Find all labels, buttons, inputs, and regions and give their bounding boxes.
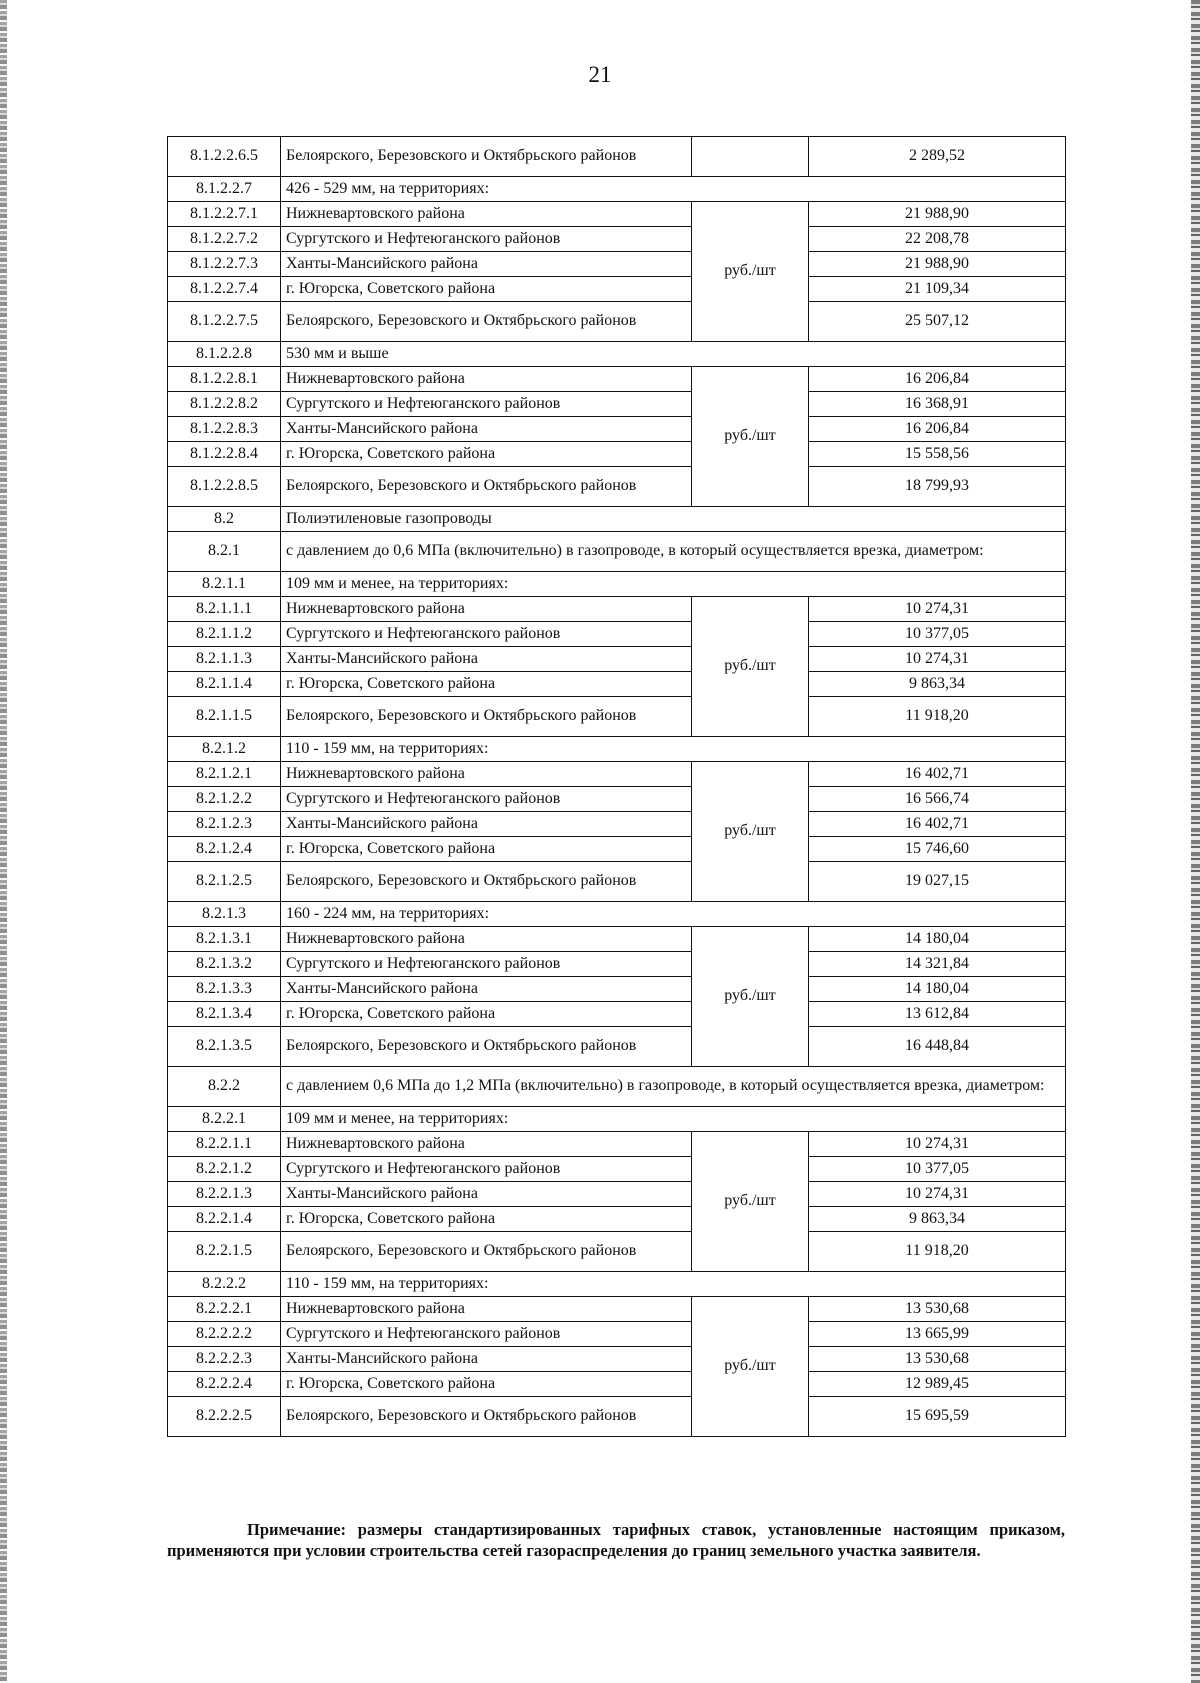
- table-row: [168, 417, 1066, 442]
- row-code: 8.2.2.2.2: [168, 1322, 281, 1347]
- row-unit: [692, 137, 809, 177]
- row-code: 8.2.1.1.2: [168, 622, 281, 647]
- row-value: 10 377,05: [809, 1157, 1066, 1182]
- row-description: г. Югорска, Советского района: [281, 1372, 692, 1397]
- row-code: 8.2.2.1: [168, 1107, 281, 1132]
- table-row: [168, 952, 1066, 977]
- row-description: г. Югорска, Советского района: [281, 837, 692, 862]
- row-value: 16 368,91: [809, 392, 1066, 417]
- row-value: 16 206,84: [809, 367, 1066, 392]
- row-code: 8.2.1.3.2: [168, 952, 281, 977]
- row-code: 8.1.2.2.7.2: [168, 227, 281, 252]
- row-code: 8.2.2: [168, 1067, 281, 1107]
- row-description: Полиэтиленовые газопроводы: [281, 507, 1066, 532]
- row-description: г. Югорска, Советского района: [281, 442, 692, 467]
- row-value: 16 448,84: [809, 1027, 1066, 1067]
- row-code: 8.2.1.2.3: [168, 812, 281, 837]
- row-description: Ханты-Мансийского района: [281, 812, 692, 837]
- section-row: [168, 737, 1066, 762]
- row-description: 160 - 224 мм, на территориях:: [281, 902, 1066, 927]
- row-unit: руб./шт: [692, 927, 809, 1067]
- table-row: [168, 1157, 1066, 1182]
- row-description: Ханты-Мансийского района: [281, 1182, 692, 1207]
- table-row: [168, 442, 1066, 467]
- row-code: 8.1.2.2.7.4: [168, 277, 281, 302]
- row-code: 8.2.2.1.2: [168, 1157, 281, 1182]
- row-description: Нижневартовского района: [281, 1297, 692, 1322]
- row-code: 8.1.2.2.8.5: [168, 467, 281, 507]
- row-code: 8.2.1.2.5: [168, 862, 281, 902]
- row-description: Нижневартовского района: [281, 597, 692, 622]
- row-code: 8.2.1.3.3: [168, 977, 281, 1002]
- section-row: [168, 177, 1066, 202]
- row-description: 426 - 529 мм, на территориях:: [281, 177, 1066, 202]
- table-row: [168, 1207, 1066, 1232]
- row-code: 8.2.2.2.5: [168, 1397, 281, 1437]
- table-row: [168, 762, 1066, 787]
- row-description: Сургутского и Нефтеюганского районов: [281, 1157, 692, 1182]
- row-value: 16 206,84: [809, 417, 1066, 442]
- table-row: [168, 812, 1066, 837]
- row-value: 16 402,71: [809, 812, 1066, 837]
- section-row: [168, 1067, 1066, 1107]
- table-row: [168, 137, 1066, 177]
- row-description: Белоярского, Березовского и Октябрьского районов: [281, 1027, 692, 1067]
- row-description: Ханты-Мансийского района: [281, 647, 692, 672]
- table-row: [168, 302, 1066, 342]
- row-description: Сургутского и Нефтеюганского районов: [281, 622, 692, 647]
- row-value: 9 863,34: [809, 672, 1066, 697]
- table-row: [168, 1002, 1066, 1027]
- row-code: 8.2.1.3.1: [168, 927, 281, 952]
- row-description: г. Югорска, Советского района: [281, 277, 692, 302]
- row-code: 8.2.1.3.4: [168, 1002, 281, 1027]
- row-code: 8.1.2.2.7.3: [168, 252, 281, 277]
- row-description: г. Югорска, Советского района: [281, 1207, 692, 1232]
- row-code: 8.1.2.2.8: [168, 342, 281, 367]
- row-value: 13 612,84: [809, 1002, 1066, 1027]
- section-row: [168, 507, 1066, 532]
- row-unit: руб./шт: [692, 762, 809, 902]
- row-value: 21 988,90: [809, 252, 1066, 277]
- table-row: [168, 862, 1066, 902]
- row-description: г. Югорска, Советского района: [281, 1002, 692, 1027]
- row-code: 8.2.2.1.1: [168, 1132, 281, 1157]
- row-code: 8.2.1.3: [168, 902, 281, 927]
- row-description: Ханты-Мансийского района: [281, 417, 692, 442]
- row-code: 8.2.1: [168, 532, 281, 572]
- row-code: 8.2.2.2.1: [168, 1297, 281, 1322]
- row-description: Белоярского, Березовского и Октябрьского районов: [281, 1397, 692, 1437]
- table-row: [168, 1397, 1066, 1437]
- row-unit: руб./шт: [692, 597, 809, 737]
- row-value: 19 027,15: [809, 862, 1066, 902]
- row-value: 15 746,60: [809, 837, 1066, 862]
- row-description: Нижневартовского района: [281, 1132, 692, 1157]
- row-code: 8.1.2.2.7: [168, 177, 281, 202]
- row-value: 25 507,12: [809, 302, 1066, 342]
- row-code: 8.2.2.1.4: [168, 1207, 281, 1232]
- table-row: [168, 647, 1066, 672]
- table-row: [168, 622, 1066, 647]
- row-description: Нижневартовского района: [281, 762, 692, 787]
- row-code: 8.2.1.1.1: [168, 597, 281, 622]
- row-code: 8.2.1.1.5: [168, 697, 281, 737]
- table-row: [168, 672, 1066, 697]
- table-row: [168, 697, 1066, 737]
- row-value: 15 558,56: [809, 442, 1066, 467]
- section-row: [168, 532, 1066, 572]
- section-row: [168, 902, 1066, 927]
- row-code: 8.2.1.2.4: [168, 837, 281, 862]
- row-description: с давлением 0,6 МПа до 1,2 МПа (включительно) в газопроводе, в который осуществляется врезка, диаметром:: [281, 1067, 1066, 1107]
- footnote-text: Примечание: размеры стандартизированных тарифных ставок, установленные настоящим приказом, применяются при условии строительства сетей газораспределения до границ земельного участка заявителя.: [167, 1520, 1065, 1560]
- row-code: 8.2.1.1.3: [168, 647, 281, 672]
- row-description: Нижневартовского района: [281, 202, 692, 227]
- table-row: [168, 1297, 1066, 1322]
- row-code: 8.2.1.3.5: [168, 1027, 281, 1067]
- row-value: 13 665,99: [809, 1322, 1066, 1347]
- row-code: 8.2.2.1.3: [168, 1182, 281, 1207]
- tariff-table-body: [168, 137, 1066, 1437]
- row-code: 8.2: [168, 507, 281, 532]
- table-row: [168, 927, 1066, 952]
- row-description: с давлением до 0,6 МПа (включительно) в газопроводе, в который осуществляется врезка, диаметром:: [281, 532, 1066, 572]
- row-unit: руб./шт: [692, 1132, 809, 1272]
- row-value: 14 180,04: [809, 927, 1066, 952]
- row-description: 530 мм и выше: [281, 342, 1066, 367]
- row-code: 8.2.2.2.4: [168, 1372, 281, 1397]
- row-description: Сургутского и Нефтеюганского районов: [281, 392, 692, 417]
- row-description: Сургутского и Нефтеюганского районов: [281, 787, 692, 812]
- row-value: 2 289,52: [809, 137, 1066, 177]
- row-unit: руб./шт: [692, 1297, 809, 1437]
- row-description: Белоярского, Березовского и Октябрьского районов: [281, 1232, 692, 1272]
- row-description: Белоярского, Березовского и Октябрьского районов: [281, 862, 692, 902]
- row-description: Сургутского и Нефтеюганского районов: [281, 227, 692, 252]
- footnote: [167, 1520, 1065, 1561]
- row-value: 10 274,31: [809, 1182, 1066, 1207]
- row-value: 10 274,31: [809, 597, 1066, 622]
- table-row: [168, 1027, 1066, 1067]
- row-code: 8.1.2.2.8.1: [168, 367, 281, 392]
- section-row: [168, 1272, 1066, 1297]
- row-value: 9 863,34: [809, 1207, 1066, 1232]
- table-row: [168, 837, 1066, 862]
- row-description: Белоярского, Березовского и Октябрьского районов: [281, 697, 692, 737]
- row-code: 8.1.2.2.7.1: [168, 202, 281, 227]
- row-code: 8.2.2.2: [168, 1272, 281, 1297]
- row-value: 11 918,20: [809, 1232, 1066, 1272]
- table-row: [168, 202, 1066, 227]
- row-value: 12 989,45: [809, 1372, 1066, 1397]
- row-value: 15 695,59: [809, 1397, 1066, 1437]
- row-unit: руб./шт: [692, 202, 809, 342]
- row-value: 13 530,68: [809, 1347, 1066, 1372]
- row-description: Ханты-Мансийского района: [281, 252, 692, 277]
- row-code: 8.2.1.1: [168, 572, 281, 597]
- row-description: Нижневартовского района: [281, 927, 692, 952]
- row-description: Белоярского, Березовского и Октябрьского районов: [281, 467, 692, 507]
- row-unit: руб./шт: [692, 367, 809, 507]
- table-row: [168, 1182, 1066, 1207]
- table-row: [168, 787, 1066, 812]
- table-row: [168, 252, 1066, 277]
- row-code: 8.2.1.2: [168, 737, 281, 762]
- row-code: 8.2.1.1.4: [168, 672, 281, 697]
- row-value: 11 918,20: [809, 697, 1066, 737]
- table-row: [168, 1322, 1066, 1347]
- table-row: [168, 1372, 1066, 1397]
- row-value: 21 988,90: [809, 202, 1066, 227]
- row-code: 8.1.2.2.8.2: [168, 392, 281, 417]
- row-value: 10 274,31: [809, 647, 1066, 672]
- row-description: Сургутского и Нефтеюганского районов: [281, 952, 692, 977]
- section-row: [168, 1107, 1066, 1132]
- table-row: [168, 977, 1066, 1002]
- row-description: 109 мм и менее, на территориях:: [281, 1107, 1066, 1132]
- table-row: [168, 392, 1066, 417]
- row-description: 110 - 159 мм, на территориях:: [281, 1272, 1066, 1297]
- row-code: 8.1.2.2.8.4: [168, 442, 281, 467]
- section-row: [168, 572, 1066, 597]
- row-description: Белоярского, Березовского и Октябрьского районов: [281, 302, 692, 342]
- scan-edge-left: [0, 0, 7, 1683]
- row-value: 22 208,78: [809, 227, 1066, 252]
- row-code: 8.2.2.1.5: [168, 1232, 281, 1272]
- row-value: 16 566,74: [809, 787, 1066, 812]
- row-value: 14 180,04: [809, 977, 1066, 1002]
- row-code: 8.1.2.2.6.5: [168, 137, 281, 177]
- table-row: [168, 1347, 1066, 1372]
- scan-edge-right: [1191, 0, 1200, 1683]
- row-value: 16 402,71: [809, 762, 1066, 787]
- row-value: 21 109,34: [809, 277, 1066, 302]
- row-code: 8.2.2.2.3: [168, 1347, 281, 1372]
- tariff-table: [167, 136, 1066, 1437]
- row-value: 10 377,05: [809, 622, 1066, 647]
- row-code: 8.2.1.2.1: [168, 762, 281, 787]
- table-row: [168, 227, 1066, 252]
- table-row: [168, 597, 1066, 622]
- row-description: г. Югорска, Советского района: [281, 672, 692, 697]
- row-description: Ханты-Мансийского района: [281, 1347, 692, 1372]
- row-value: 10 274,31: [809, 1132, 1066, 1157]
- row-description: 110 - 159 мм, на территориях:: [281, 737, 1066, 762]
- row-description: Ханты-Мансийского района: [281, 977, 692, 1002]
- row-description: Белоярского, Березовского и Октябрьского районов: [281, 137, 692, 177]
- page-number: 21: [588, 62, 612, 87]
- row-value: 14 321,84: [809, 952, 1066, 977]
- row-value: 18 799,93: [809, 467, 1066, 507]
- table-row: [168, 1232, 1066, 1272]
- row-code: 8.2.1.2.2: [168, 787, 281, 812]
- row-description: 109 мм и менее, на территориях:: [281, 572, 1066, 597]
- table-row: [168, 467, 1066, 507]
- row-value: 13 530,68: [809, 1297, 1066, 1322]
- row-description: Нижневартовского района: [281, 367, 692, 392]
- row-code: 8.1.2.2.7.5: [168, 302, 281, 342]
- row-description: Сургутского и Нефтеюганского районов: [281, 1322, 692, 1347]
- table-row: [168, 277, 1066, 302]
- row-code: 8.1.2.2.8.3: [168, 417, 281, 442]
- table-row: [168, 367, 1066, 392]
- table-row: [168, 1132, 1066, 1157]
- section-row: [168, 342, 1066, 367]
